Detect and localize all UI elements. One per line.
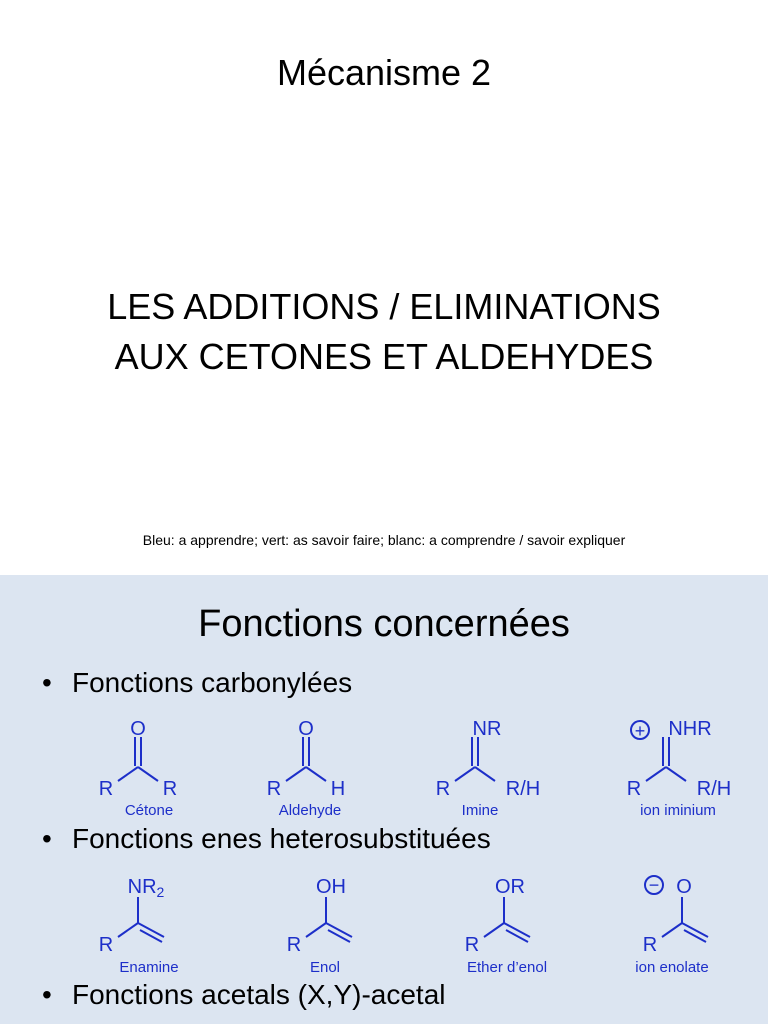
caption-enol: Enol <box>309 959 341 976</box>
caption-iminium: ion iminium <box>640 802 716 819</box>
headline-line-2: AUX CETONES ET ALDEHYDES <box>114 336 654 377</box>
atom-o: O <box>298 718 314 740</box>
bullet-acetals-text: Fonctions acetals (X,Y)-acetal <box>72 979 446 1010</box>
enamine-structure <box>88 871 208 961</box>
atom-h: H <box>330 778 346 800</box>
caption-ether-enol: Ether d’enol <box>466 959 548 976</box>
minus-charge: − <box>648 875 660 895</box>
atom-r: R <box>435 778 451 800</box>
slide-1-headline <box>0 282 768 382</box>
atom-r: R <box>626 778 642 800</box>
atom-nr2: $NR_2$ <box>127 876 165 900</box>
caption-imine: Imine <box>461 802 499 819</box>
atom-r-h: R/H <box>505 778 541 800</box>
color-legend-note: Bleu: a apprendre; vert: as savoir faire; blanc: a comprendre / savoir expliquer <box>142 532 626 548</box>
bullet-carbonyl-text: Fonctions carbonylées <box>72 667 353 698</box>
bullet-dot: • <box>42 667 52 698</box>
headline-line-1: LES ADDITIONS / ELIMINATIONS <box>107 286 661 327</box>
atom-r: R <box>642 934 658 956</box>
caption-enamine: Enamine <box>119 959 179 976</box>
enol-structure <box>276 871 386 961</box>
bullet-dot: • <box>42 979 52 1010</box>
atom-nr: NR <box>472 718 502 740</box>
plus-charge: + <box>634 721 646 741</box>
atom-r: R <box>286 934 302 956</box>
atom-o: O <box>676 876 692 898</box>
bullet-carbonyl <box>42 667 352 699</box>
atom-r: R <box>266 778 282 800</box>
caption-enolate: ion enolate <box>635 959 709 976</box>
enol-ether-structure <box>454 871 564 961</box>
atom-o: O <box>130 718 146 740</box>
imine-structure <box>425 715 555 805</box>
bullet-enes-text: Fonctions enes heterosubstituées <box>72 823 491 854</box>
slide-2-title: Fonctions concernées <box>198 603 570 645</box>
bullet-dot: • <box>42 823 52 854</box>
bullet-acetals <box>42 979 446 1011</box>
slide-2 <box>0 575 768 1024</box>
atom-r: R <box>464 934 480 956</box>
atom-or: OR <box>495 876 525 898</box>
slide-1-title: Mécanisme 2 <box>276 52 492 93</box>
aldehyde-structure <box>256 715 366 805</box>
atom-r: R <box>98 778 114 800</box>
atom-r: R <box>162 778 178 800</box>
ketone-structure <box>88 715 198 805</box>
atom-nhr: NHR <box>668 718 712 740</box>
iminium-structure <box>616 715 756 805</box>
enolate-structure <box>632 871 742 961</box>
bullet-enes <box>42 823 491 855</box>
atom-oh: OH <box>316 876 346 898</box>
atom-r-h: R/H <box>696 778 732 800</box>
caption-aldehyde: Aldehyde <box>278 802 342 819</box>
atom-r: R <box>98 934 114 956</box>
caption-cetone: Cétone <box>124 802 174 819</box>
